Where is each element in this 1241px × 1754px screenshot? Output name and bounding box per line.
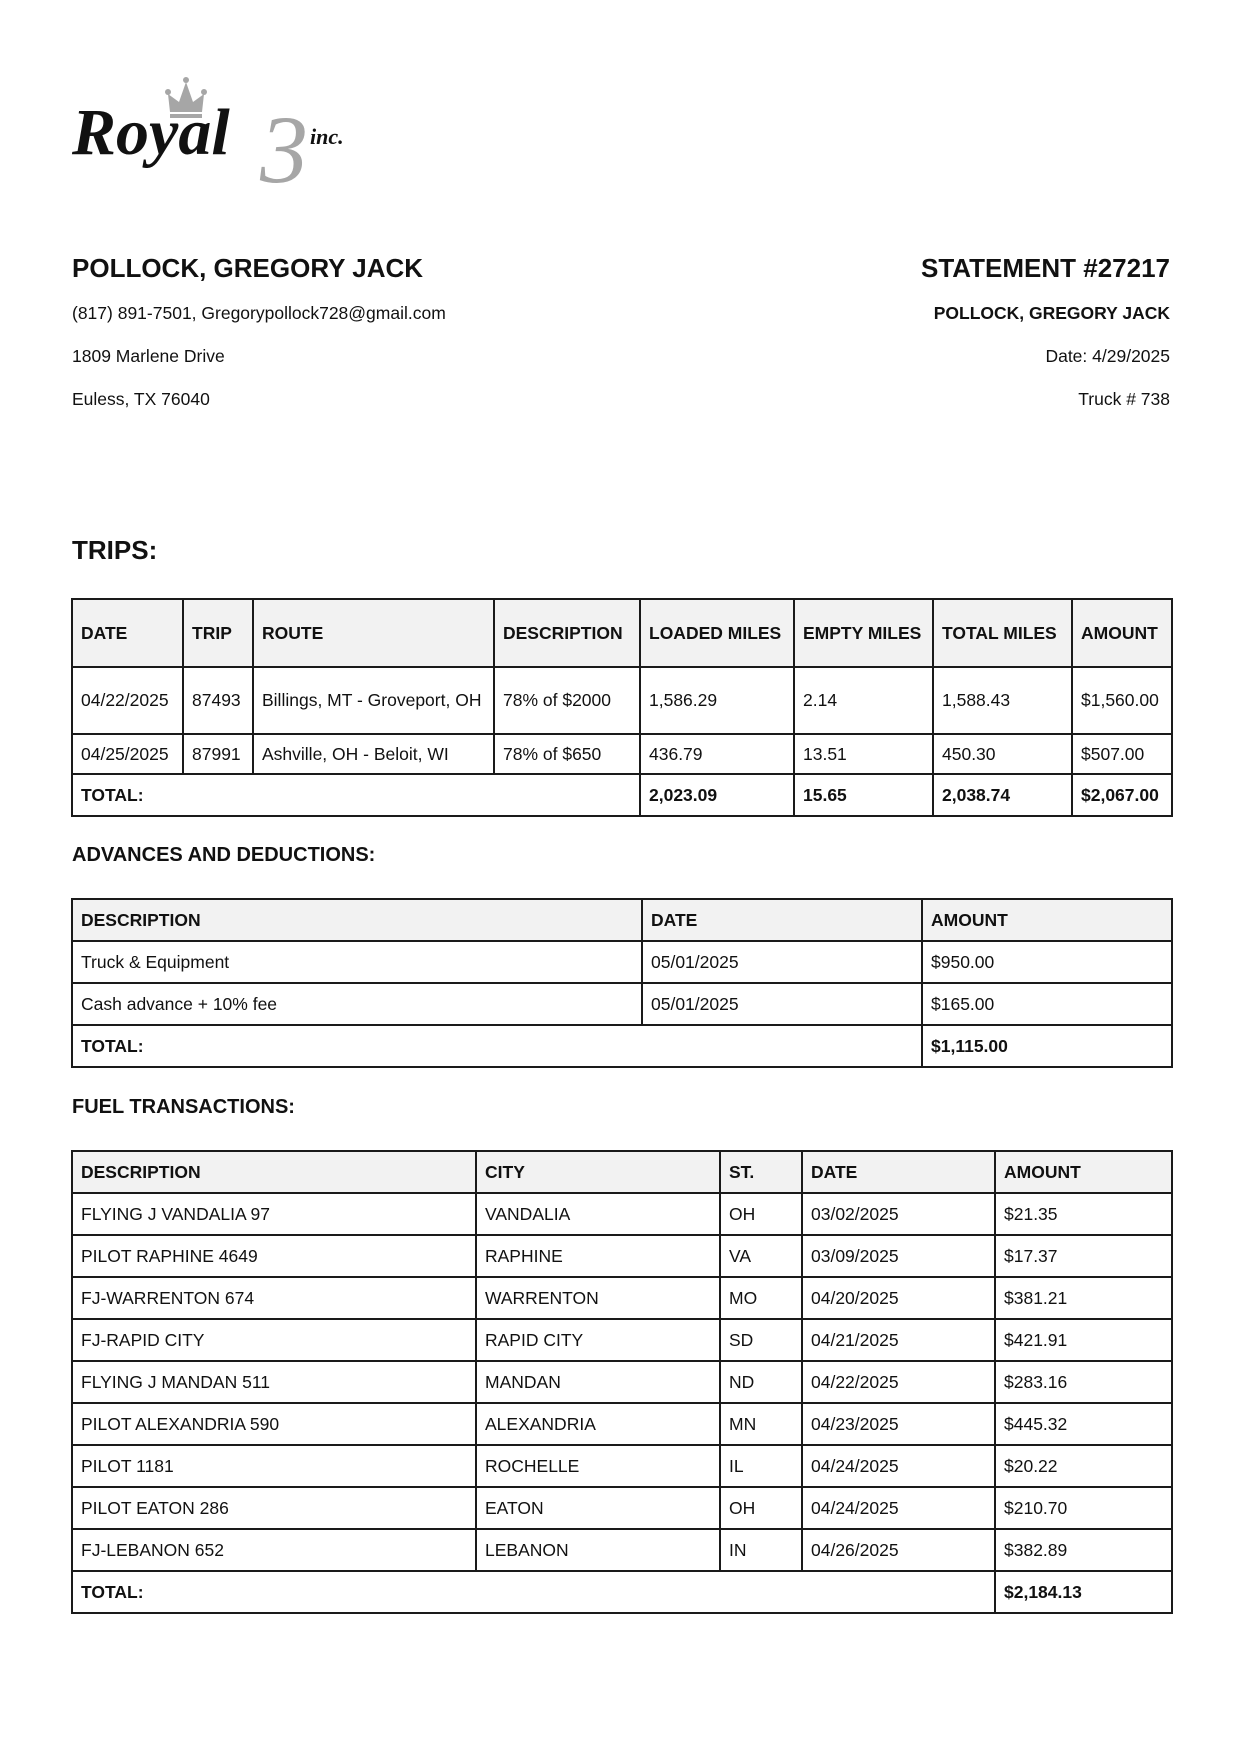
advances-heading: ADVANCES AND DEDUCTIONS: <box>72 844 376 866</box>
column-header: EMPTY MILES <box>794 599 933 667</box>
fuel-state: ND <box>720 1361 802 1403</box>
fuel-description: FJ-WARRENTON 674 <box>72 1277 476 1319</box>
table-total-row <box>72 1025 1172 1067</box>
logo-digit: 3 <box>260 96 308 190</box>
column-header: TRIP <box>183 599 253 667</box>
column-header: DESCRIPTION <box>494 599 640 667</box>
logo-suffix: inc. <box>310 124 344 149</box>
fuel-description: PILOT ALEXANDRIA 590 <box>72 1403 476 1445</box>
column-header: DATE <box>642 899 922 941</box>
advance-amount: $165.00 <box>922 983 1172 1025</box>
table-total-row <box>72 1571 1172 1613</box>
table-header-row <box>72 899 1172 941</box>
table-row <box>72 1235 1172 1277</box>
driver-name: POLLOCK, GREGORY JACK <box>72 253 424 283</box>
total-miles: 2,038.74 <box>933 774 1072 816</box>
fuel-state: MN <box>720 1403 802 1445</box>
column-header: ST. <box>720 1151 802 1193</box>
statement-truck: Truck # 738 <box>1078 389 1170 409</box>
trips-table <box>71 598 1173 817</box>
fuel-city: RAPID CITY <box>476 1319 720 1361</box>
fuel-description: PILOT EATON 286 <box>72 1487 476 1529</box>
fuel-description: PILOT RAPHINE 4649 <box>72 1235 476 1277</box>
column-header: AMOUNT <box>922 899 1172 941</box>
trip-total-miles: 450.30 <box>933 734 1072 774</box>
table-row <box>72 667 1172 734</box>
column-header: AMOUNT <box>1072 599 1172 667</box>
column-header: ROUTE <box>253 599 494 667</box>
driver-address-line1: 1809 Marlene Drive <box>72 346 225 366</box>
fuel-date: 04/24/2025 <box>802 1487 995 1529</box>
trip-date: 04/22/2025 <box>72 667 183 734</box>
driver-info <box>72 248 446 421</box>
table-row <box>72 941 1172 983</box>
fuel-state: IN <box>720 1529 802 1571</box>
fuel-amount: $382.89 <box>995 1529 1172 1571</box>
total-amount: $2,184.13 <box>995 1571 1172 1613</box>
fuel-amount: $210.70 <box>995 1487 1172 1529</box>
trip-description: 78% of $2000 <box>494 667 640 734</box>
fuel-table <box>71 1150 1173 1614</box>
trip-date: 04/25/2025 <box>72 734 183 774</box>
column-header: TOTAL MILES <box>933 599 1072 667</box>
table-total-row <box>72 774 1172 816</box>
fuel-city: EATON <box>476 1487 720 1529</box>
table-row <box>72 1403 1172 1445</box>
table-row <box>72 1487 1172 1529</box>
fuel-city: ALEXANDRIA <box>476 1403 720 1445</box>
fuel-description: FLYING J VANDALIA 97 <box>72 1193 476 1235</box>
fuel-date: 04/22/2025 <box>802 1361 995 1403</box>
fuel-city: MANDAN <box>476 1361 720 1403</box>
trip-loaded-miles: 1,586.29 <box>640 667 794 734</box>
statement-name: POLLOCK, GREGORY JACK <box>933 303 1170 323</box>
advance-description: Truck & Equipment <box>72 941 642 983</box>
trip-number: 87493 <box>183 667 253 734</box>
trip-amount: $1,560.00 <box>1072 667 1172 734</box>
trip-number: 87991 <box>183 734 253 774</box>
fuel-date: 04/21/2025 <box>802 1319 995 1361</box>
table-row <box>72 1445 1172 1487</box>
table-header-row <box>72 1151 1172 1193</box>
total-label: TOTAL: <box>72 1025 922 1067</box>
driver-contact: (817) 891-7501, Gregorypollock728@gmail.com <box>72 303 446 323</box>
fuel-state: VA <box>720 1235 802 1277</box>
fuel-date: 03/09/2025 <box>802 1235 995 1277</box>
fuel-state: SD <box>720 1319 802 1361</box>
fuel-city: WARRENTON <box>476 1277 720 1319</box>
fuel-amount: $421.91 <box>995 1319 1172 1361</box>
fuel-state: IL <box>720 1445 802 1487</box>
fuel-city: RAPHINE <box>476 1235 720 1277</box>
trip-description: 78% of $650 <box>494 734 640 774</box>
table-row <box>72 734 1172 774</box>
fuel-description: PILOT 1181 <box>72 1445 476 1487</box>
table-row <box>72 1193 1172 1235</box>
table-row <box>72 1529 1172 1571</box>
trip-empty-miles: 2.14 <box>794 667 933 734</box>
advance-date: 05/01/2025 <box>642 983 922 1025</box>
fuel-date: 04/23/2025 <box>802 1403 995 1445</box>
logo-wordmark: Royal <box>72 96 230 169</box>
total-amount: $2,067.00 <box>1072 774 1172 816</box>
column-header: CITY <box>476 1151 720 1193</box>
trip-total-miles: 1,588.43 <box>933 667 1072 734</box>
fuel-description: FJ-LEBANON 652 <box>72 1529 476 1571</box>
column-header: DESCRIPTION <box>72 1151 476 1193</box>
trip-empty-miles: 13.51 <box>794 734 933 774</box>
column-header: AMOUNT <box>995 1151 1172 1193</box>
column-header: DESCRIPTION <box>72 899 642 941</box>
fuel-date: 04/20/2025 <box>802 1277 995 1319</box>
fuel-amount: $445.32 <box>995 1403 1172 1445</box>
fuel-date: 04/24/2025 <box>802 1445 995 1487</box>
fuel-date: 04/26/2025 <box>802 1529 995 1571</box>
fuel-description: FLYING J MANDAN 511 <box>72 1361 476 1403</box>
fuel-amount: $381.21 <box>995 1277 1172 1319</box>
trip-amount: $507.00 <box>1072 734 1172 774</box>
table-row <box>72 1319 1172 1361</box>
fuel-description: FJ-RAPID CITY <box>72 1319 476 1361</box>
trip-route: Ashville, OH - Beloit, WI <box>253 734 494 774</box>
column-header: LOADED MILES <box>640 599 794 667</box>
total-empty-miles: 15.65 <box>794 774 933 816</box>
statement-info <box>921 248 1170 421</box>
statement-date: Date: 4/29/2025 <box>1045 346 1170 366</box>
table-row <box>72 1277 1172 1319</box>
column-header: DATE <box>72 599 183 667</box>
fuel-heading: FUEL TRANSACTIONS: <box>72 1096 295 1118</box>
advances-table <box>71 898 1173 1068</box>
total-label: TOTAL: <box>72 774 640 816</box>
trips-heading: TRIPS: <box>72 535 158 565</box>
advance-amount: $950.00 <box>922 941 1172 983</box>
fuel-amount: $17.37 <box>995 1235 1172 1277</box>
fuel-city: LEBANON <box>476 1529 720 1571</box>
fuel-state: OH <box>720 1487 802 1529</box>
table-row <box>72 1361 1172 1403</box>
fuel-date: 03/02/2025 <box>802 1193 995 1235</box>
fuel-city: VANDALIA <box>476 1193 720 1235</box>
total-loaded-miles: 2,023.09 <box>640 774 794 816</box>
trip-loaded-miles: 436.79 <box>640 734 794 774</box>
driver-address-line2: Euless, TX 76040 <box>72 389 210 409</box>
fuel-city: ROCHELLE <box>476 1445 720 1487</box>
table-header-row <box>72 599 1172 667</box>
fuel-amount: $283.16 <box>995 1361 1172 1403</box>
fuel-state: OH <box>720 1193 802 1235</box>
fuel-state: MO <box>720 1277 802 1319</box>
trip-route: Billings, MT - Groveport, OH <box>253 667 494 734</box>
table-row <box>72 983 1172 1025</box>
total-amount: $1,115.00 <box>922 1025 1172 1067</box>
total-label: TOTAL: <box>72 1571 995 1613</box>
fuel-amount: $20.22 <box>995 1445 1172 1487</box>
statement-title: STATEMENT #27217 <box>920 253 1170 283</box>
advance-date: 05/01/2025 <box>642 941 922 983</box>
fuel-amount: $21.35 <box>995 1193 1172 1235</box>
column-header: DATE <box>802 1151 995 1193</box>
royal3-logo <box>70 70 390 190</box>
advance-description: Cash advance + 10% fee <box>72 983 642 1025</box>
